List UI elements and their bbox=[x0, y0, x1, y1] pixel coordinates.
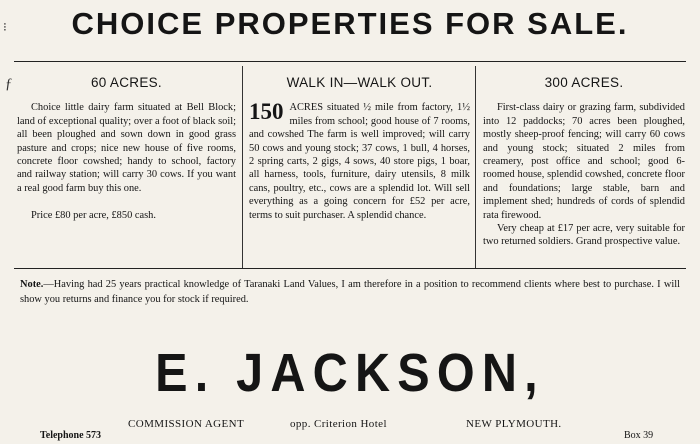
agent-location: opp. Criterion Hotel bbox=[290, 418, 387, 430]
listing-300-heading: 300 ACRES. bbox=[544, 75, 624, 90]
section-rule bbox=[14, 268, 686, 269]
listing-60-price: Price £80 per acre, £850 cash. bbox=[31, 210, 156, 222]
agent-name: E. JACKSON, bbox=[155, 343, 545, 403]
agent-box: Box 39 bbox=[624, 430, 654, 441]
margin-mark-top: ⁝ bbox=[3, 20, 7, 34]
listing-walkin-lead-number: 150 bbox=[249, 99, 284, 125]
listing-300-body: First-class dairy or grazing farm, subdivided into 12 paddocks; 70 acres been ploughed, mostly sheep-proof fencing; will carry 60 cows and young stock; situated 2 miles from creamery, post office and school; good 6-roomed house, splendid cowshed, concrete floor and foundations; large stable, barn and implement shed; hundreds of cords of splendid rata firewood. bbox=[483, 102, 685, 221]
listing-60-body: Choice little dairy farm situated at Bell Block; land of exceptional quality; over a foot of black soil; all been ploughed and sown down in good grass pasture and crops; nice new house of five rooms, concrete floor cowshed; handy to school, factory and railway station; will carry 30 cows. If you want a real good farm buy this one. bbox=[17, 102, 236, 194]
page-title: CHOICE PROPERTIES FOR SALE. bbox=[71, 6, 629, 41]
listing-walk-in bbox=[249, 72, 470, 222]
margin-mark-left: ƒ bbox=[5, 76, 13, 92]
listing-walkin-body: ACRES situated ½ mile from factory, 1½ miles from school; good house of 7 rooms, and cowshed The farm is well improved; will carry 50 cows and young stock; 37 cows, 1 bull, 4 horses, 2 spring carts, 2 gigs, 4 sows, 40 store pigs, 1 boar, all harness, tools, furniture, dairy utensils, 8 milk cans, poultry, etc., cows are a splendid lot. Will sell everything as a going concern for £52 per acre, terms to suit purchaser. A splendid chance. bbox=[249, 102, 470, 221]
listing-walkin-heading: WALK IN—WALK OUT. bbox=[286, 75, 433, 90]
listing-walkin-body-wrap bbox=[249, 101, 470, 222]
column-divider-2 bbox=[475, 66, 476, 268]
listing-60-acres bbox=[17, 72, 236, 223]
title-rule bbox=[14, 61, 686, 62]
column-divider-1 bbox=[242, 66, 243, 268]
agent-note bbox=[20, 277, 680, 307]
agent-role: COMMISSION AGENT bbox=[128, 418, 245, 430]
listing-300-price: Very cheap at £17 per acre, very suitable for two returned soldiers. Grand prospective value. bbox=[483, 223, 685, 248]
agent-telephone: Telephone 573 bbox=[40, 430, 102, 441]
note-text: —Having had 25 years practical knowledge of Taranaki Land Values, I am therefore in a position to recommend clients where best to purchase. I will show you returns and finance you for stock if required. bbox=[20, 279, 680, 305]
agent-town: NEW PLYMOUTH. bbox=[466, 418, 562, 430]
listing-300-acres bbox=[483, 72, 685, 249]
listing-60-heading: 60 ACRES. bbox=[91, 75, 162, 90]
note-label: Note. bbox=[20, 279, 44, 290]
